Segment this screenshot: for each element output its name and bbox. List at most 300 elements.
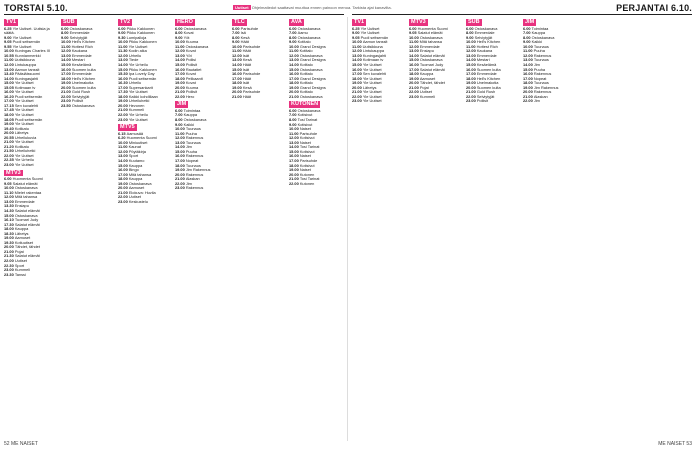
program-time: 9.00 <box>61 34 70 40</box>
program-time: 9.30 <box>118 34 127 40</box>
program-title: Nopeat <box>533 75 547 81</box>
program-time: 12.00 <box>175 135 186 141</box>
program-entry <box>289 182 343 187</box>
program-title: Jim <box>185 144 192 150</box>
channel-header: SUB <box>468 19 480 25</box>
program-title: Kotitalo <box>299 89 313 95</box>
program-title: Naiset <box>299 139 311 145</box>
listing-column <box>289 17 343 441</box>
program-time: 11.30 <box>118 48 129 54</box>
program-time: 10.00 <box>409 34 420 40</box>
program-title: Hevonen <box>128 102 145 108</box>
program-title: Poliisit <box>185 89 198 95</box>
program-time: 21.00 <box>4 248 15 254</box>
program-title: Kauppa <box>183 112 198 118</box>
program-time: 16.20 <box>4 93 15 99</box>
program-time: 22.00 <box>409 89 420 95</box>
program-title: Kotisivut <box>297 112 313 118</box>
program-time: 18.00 <box>4 226 15 232</box>
program-time: 18.00 <box>466 75 477 81</box>
program-time: 12.00 <box>232 52 243 58</box>
program-title: Isät <box>242 80 250 86</box>
program-time: 22.00 <box>61 93 72 99</box>
program-title: Ostoskanava <box>419 34 443 40</box>
program-title: Pikku Kakkonen <box>126 25 155 31</box>
program-title: Poliisit <box>185 61 198 67</box>
program-title: Parisuhde <box>242 43 261 49</box>
program-entry <box>61 104 115 109</box>
program-title: Elokuva: Huvila <box>128 189 156 195</box>
program-title: Yle Uutiset <box>14 111 34 117</box>
program-time: 16.00 <box>61 66 72 72</box>
program-title: Suomen kulta <box>71 66 96 72</box>
program-title: Kaikki <box>531 39 543 45</box>
program-time: 18.00 <box>289 162 300 168</box>
program-title: Poliisi <box>185 57 196 63</box>
channel-header: TV1 <box>6 19 17 25</box>
program-time: 15.00 <box>175 148 186 154</box>
program-title: Salatut elämät <box>12 180 38 186</box>
program-time: 13.00 <box>352 52 363 58</box>
program-time: 22.00 <box>523 98 534 104</box>
program-time: 15.00 <box>289 66 300 72</box>
program-title: Gold Rush <box>71 89 91 95</box>
program-title: Toimintaa <box>183 107 201 113</box>
program-time: 9.00 <box>289 121 298 127</box>
program-time: 16.10 <box>4 217 15 223</box>
program-time: 17.00 <box>409 66 420 72</box>
program-title: Tuunaus <box>185 139 201 145</box>
program-title: Aamu <box>297 30 308 36</box>
program-title: Suomen kulta <box>71 84 96 90</box>
program-title: Tuunaus <box>185 162 201 168</box>
program-title: Kovat <box>185 48 196 54</box>
listing-column <box>61 17 115 441</box>
program-time: 17.30 <box>4 221 15 227</box>
program-title: Kaunat <box>128 144 141 150</box>
program-time: 8.00 <box>61 30 70 36</box>
program-time: 23.00 <box>175 185 186 191</box>
program-title: Tuunaus <box>533 57 549 63</box>
program-entry <box>289 95 343 100</box>
program-time: 6.00 <box>118 25 127 31</box>
program-title: Salatut elämät <box>419 52 445 58</box>
program-title: Kaikki kohdillaan <box>128 93 158 99</box>
program-time: 9.00 <box>523 39 532 45</box>
program-title: Puuha <box>533 48 545 54</box>
program-time: 16.00 <box>118 75 129 81</box>
program-title: Rakennus <box>533 89 552 95</box>
program-title: Uutiset <box>128 194 141 200</box>
program-title: Tanssi <box>14 271 26 277</box>
program-title: Kaukana <box>71 48 88 54</box>
program-time: 8.00 <box>175 117 184 123</box>
program-time: 19.00 <box>175 167 186 173</box>
channel-header: TLC <box>234 19 245 25</box>
program-entry <box>4 163 58 168</box>
program-time: 20.00 <box>523 89 534 95</box>
program-time: 15.00 <box>289 148 300 154</box>
program-title: Alaskan <box>185 176 200 182</box>
program-title: Lumipalloja <box>126 34 147 40</box>
program-time: 17.00 <box>289 75 300 81</box>
program-title: Mielet rakentaa <box>14 189 42 195</box>
footer-left: 52 ME NAISET <box>4 441 38 447</box>
program-title: Tuomari Judy <box>419 61 444 67</box>
program-title: Yle Uutiset <box>14 162 34 167</box>
program-time: 17.00 <box>4 98 15 104</box>
program-time: 14.00 <box>352 57 363 63</box>
program-time: 12.00 <box>289 52 300 58</box>
program-time: 21.20 <box>4 143 15 149</box>
program-title: Kuningasjahti <box>14 75 39 81</box>
program-title: Urheilu <box>128 80 142 86</box>
program-time: 23.50 <box>61 102 72 108</box>
program-time: 18.00 <box>289 80 300 86</box>
program-title: Jim Rakennus <box>533 84 559 90</box>
program-title: Tuunaus <box>185 126 201 132</box>
program-entry <box>4 273 58 278</box>
program-title: Tähdet, tähdet <box>419 80 445 86</box>
program-time: 16.00 <box>352 66 363 72</box>
program-time: 11.10 <box>4 189 15 195</box>
program-title: Kummeli <box>419 93 435 99</box>
program-time: 6.25 <box>4 25 13 31</box>
program-time: 13.00 <box>409 48 420 54</box>
program-time: 20.00 <box>409 80 420 86</box>
program-title: Kunnianmerkki <box>14 52 41 58</box>
program-time: 19.00 <box>289 84 300 90</box>
program-time: 13.00 <box>175 139 186 145</box>
program-time: 19.00 <box>352 80 363 86</box>
program-title: Hero <box>185 93 195 99</box>
program-title: Grand Designs <box>299 75 326 81</box>
program-title: Ostoskanava <box>14 185 38 191</box>
program-time: 10.00 <box>61 39 72 45</box>
channel-header: AVA <box>291 19 302 25</box>
program-title: Hottest Rich <box>71 43 93 49</box>
program-title: Kotisivut <box>299 148 315 154</box>
program-time: 14.00 <box>523 61 534 67</box>
program-time: 15.00 <box>118 66 129 72</box>
program-time: 10.55 <box>4 52 15 58</box>
program-entry <box>118 200 172 205</box>
program-time: 19.00 <box>523 84 534 90</box>
program-title: Yle Uutiset <box>362 98 382 104</box>
program-title: Emmerdale <box>71 52 92 58</box>
program-title: Alaskan <box>533 93 548 99</box>
program-time: 8.00 <box>523 34 532 40</box>
program-title: Emmerdale <box>14 198 35 204</box>
program-title: Naiset <box>299 153 311 159</box>
listing-column <box>232 17 286 441</box>
program-time: 12.00 <box>289 135 300 141</box>
program-title: Kotiuutiset <box>14 239 33 245</box>
program-title: Kutonen <box>299 180 315 186</box>
program-title: Puuha <box>185 148 198 154</box>
program-time: 10.00 <box>118 39 129 45</box>
program-title: Puoli seitsemän <box>14 116 43 122</box>
program-time: 7.00 <box>289 112 298 118</box>
program-title: Lintukauppa <box>362 48 385 54</box>
program-title: Miniuutiset <box>128 139 148 145</box>
program-time: 23.00 <box>4 267 15 273</box>
program-title: Unelmakotia <box>71 80 94 86</box>
program-time: 10.00 <box>523 43 534 49</box>
program-time: 12.00 <box>4 194 15 200</box>
program-entry <box>352 99 406 104</box>
program-time: 19.00 <box>466 80 477 86</box>
program-title: Ostoskanava <box>299 66 323 72</box>
program-title: Ensiapu <box>14 203 29 209</box>
program-time: 21.30 <box>4 253 15 259</box>
program-time: 18.00 <box>523 80 534 86</box>
program-time: 18.00 <box>118 176 129 182</box>
program-title: Yle Uutiset <box>362 93 382 99</box>
program-title: Hell's Kitchen <box>476 75 501 81</box>
program-time: 14.30 <box>4 207 15 213</box>
program-time: 16.00 <box>4 89 15 95</box>
program-title: Pikku Kakkonen <box>128 39 157 45</box>
program-time: 11.00 <box>289 48 300 54</box>
program-time: 12.00 <box>409 43 420 49</box>
program-time: 21.00 <box>175 176 186 182</box>
program-title: Tuunaus <box>533 80 549 86</box>
program-time: 22.00 <box>118 194 129 200</box>
program-time: 12.00 <box>118 52 129 58</box>
page-gutter <box>347 17 348 441</box>
program-time: 13.00 <box>289 57 300 63</box>
program-title: Gold Rush <box>476 89 496 95</box>
program-title: Hottest Rich <box>476 43 498 49</box>
program-title: Aamun tanssit <box>14 66 40 72</box>
program-title: Yle Urheilu <box>128 61 148 67</box>
program-title: Puuha <box>533 66 546 72</box>
program-title: Mestari <box>71 57 85 63</box>
program-title: Yle Uutiset <box>362 80 382 86</box>
program-title: Urheiluhetki <box>14 148 36 154</box>
program-time: 23.00 <box>409 93 420 99</box>
program-title: Ostoskanava <box>71 102 95 108</box>
program-time: 14.00 <box>61 57 72 63</box>
program-title: Mestari <box>476 57 490 63</box>
program-time: 15.00 <box>4 80 15 86</box>
program-time: 17.00 <box>175 157 186 163</box>
program-title: Rakennus <box>533 52 552 58</box>
program-time: 14.00 <box>289 144 300 150</box>
program-time: 11.00 <box>523 48 534 54</box>
program-title: Ostoskanava <box>299 93 323 99</box>
program-title: Kuuma <box>185 39 199 45</box>
program-title: Puoli seitsemän <box>360 34 389 40</box>
program-time: 7.00 <box>289 30 298 36</box>
program-title: Tähdet, tähdet <box>14 244 40 250</box>
channel-header: MTV3 <box>6 169 21 176</box>
program-title: Hell's Kitchen <box>476 39 501 45</box>
channel-header: SUB <box>63 19 75 25</box>
footer-right: ME NAISET 53 <box>658 441 692 447</box>
program-time: 21.00 <box>409 84 420 90</box>
program-time: 20.00 <box>175 84 186 90</box>
program-title: Ostoskanava <box>183 117 207 123</box>
program-title: Puoli seitsemän <box>12 39 41 45</box>
program-time: 23.00 <box>118 116 129 122</box>
program-title: Kodin aika <box>128 48 147 54</box>
program-title: Bingo <box>128 167 139 173</box>
program-time: 7.00 <box>175 112 184 118</box>
program-time: 17.00 <box>61 71 72 77</box>
program-time: 21.00 <box>289 93 300 99</box>
program-title: Kotitalo <box>299 71 313 77</box>
program-time: 18.00 <box>118 93 129 99</box>
program-time: 9.05 <box>409 30 418 36</box>
program-time: 16.00 <box>175 153 186 159</box>
notice-tag: Uutiset <box>235 5 249 10</box>
program-time: 20.00 <box>118 185 129 191</box>
program-title: Tiede <box>128 57 139 63</box>
program-title: Parisuhde <box>242 89 261 95</box>
program-title: Sen kuvalehti <box>14 102 39 108</box>
program-time: 22.00 <box>4 152 15 158</box>
program-title: Jim <box>185 180 192 186</box>
program-time: 11.00 <box>232 48 243 54</box>
program-title: Emmerdale <box>474 30 495 36</box>
program-title: Rakennus <box>185 171 204 177</box>
program-time: 15.00 <box>175 61 186 67</box>
program-title: Salatut elämät <box>417 30 443 36</box>
program-title: Ostoskanava <box>297 107 321 113</box>
program-title: Lähetys <box>14 130 29 136</box>
program-entry <box>523 99 577 104</box>
channel-header: HERO <box>177 19 193 25</box>
program-title: Häät <box>242 93 252 99</box>
program-time: 23.00 <box>352 98 363 104</box>
program-time: 9.05 <box>4 39 13 45</box>
program-title: Parisuhde <box>240 25 259 31</box>
program-title: Salatut elämät <box>14 221 40 227</box>
channel-header: MTV5 <box>120 124 135 131</box>
program-title: Kuningasjahti <box>362 52 387 58</box>
program-time: 9.00 <box>289 39 298 45</box>
program-time: 18.00 <box>409 71 420 77</box>
program-time: 21.00 <box>466 89 477 95</box>
program-title: Ostoskanava <box>299 52 323 58</box>
program-time: 9.00 <box>175 34 184 40</box>
program-title: Häät <box>242 61 252 67</box>
program-title: Huomenta Suomi <box>126 135 157 141</box>
program-title: Yle Uutiset <box>14 80 34 86</box>
program-entry <box>466 99 520 104</box>
program-time: 6.00 <box>409 25 418 31</box>
program-title: Tosi Tarinat <box>297 117 318 123</box>
channel-header: JIM <box>177 101 187 108</box>
program-time: 22.00 <box>4 257 15 263</box>
program-title: Selviytyjät <box>476 93 495 99</box>
program-title: Ostoskanava <box>474 25 498 31</box>
divider-left <box>4 14 344 15</box>
program-time: 13.00 <box>523 57 534 63</box>
program-title: Parisuhde <box>242 71 261 77</box>
program-time: 11.00 <box>409 39 420 45</box>
listing-column <box>409 17 463 441</box>
program-title: Jim Rakennus <box>185 167 211 173</box>
program-time: 22.00 <box>352 93 363 99</box>
day-title-friday: PERJANTAI 6.10. <box>616 3 692 13</box>
program-title: Kauppa <box>14 226 29 232</box>
program-title: Huomenta Suomi <box>417 25 448 31</box>
program-title: Pikku Kakkonen <box>126 30 155 36</box>
program-title: Kummeli <box>128 107 144 113</box>
program-title: Salatut elämät <box>14 207 40 213</box>
program-time: 9.05 <box>352 34 361 40</box>
program-title: Kovat <box>185 71 196 77</box>
program-title: Yle Uutiset <box>360 25 380 31</box>
program-title: Uutisikkuna <box>362 43 383 49</box>
program-title: Lähetys <box>14 230 29 236</box>
program-time: 20.00 <box>61 84 72 90</box>
program-time: 14.00 <box>175 57 186 63</box>
program-time: 6.00 <box>523 25 532 31</box>
program-time: 13.00 <box>4 198 15 204</box>
program-time: 14.00 <box>118 157 129 163</box>
program-time: 9.00 <box>466 34 475 40</box>
program-time: 16.00 <box>409 61 420 67</box>
program-title: Kauppa <box>419 71 434 77</box>
program-title: Häät <box>242 48 251 54</box>
program-title: Mitä tahansa <box>419 39 442 45</box>
program-time: 21.50 <box>4 148 15 154</box>
program-title: Kuuma <box>185 84 199 90</box>
program-title: Uutiset <box>14 257 27 263</box>
program-title: Yle Uutiset <box>362 89 382 95</box>
program-time: 13.30 <box>4 203 15 209</box>
program-title: Kotisivut <box>297 121 313 127</box>
program-time: 9.55 <box>4 43 13 49</box>
program-title: Parisuhde <box>299 157 318 163</box>
program-time: 18.00 <box>175 75 186 81</box>
program-time: 17.00 <box>175 71 186 77</box>
program-time: 10.00 <box>175 126 186 132</box>
program-title: Huomenta Suomi <box>12 176 43 182</box>
program-title: Kotikatu <box>14 143 29 149</box>
program-time: 11.00 <box>61 43 72 49</box>
program-time: 15.00 <box>232 66 243 72</box>
program-time: 13.00 <box>466 52 477 58</box>
program-title: Aamuset <box>419 75 436 81</box>
program-title: Yle Uutiset <box>362 75 382 81</box>
program-title: Isät <box>242 66 250 72</box>
program-time: 16.00 <box>466 66 477 72</box>
channel-header: MTV3 <box>411 19 426 25</box>
program-time: 18.00 <box>61 75 72 81</box>
program-title: Tosi Tarinat <box>299 176 320 182</box>
program-title: Tuunaus <box>533 43 549 49</box>
program-title: Yle Uutiset <box>14 152 34 158</box>
program-time: 17.00 <box>118 84 129 90</box>
program-title: Pääsiäissuomi <box>14 71 40 77</box>
program-title: Kotitalo <box>299 80 313 86</box>
program-title: Yle Uutiset <box>14 98 34 104</box>
program-title: Yle Uutiset <box>14 107 34 113</box>
program-title: Rakennus <box>185 135 204 141</box>
program-time: 20.00 <box>352 84 363 90</box>
program-title: Häät <box>240 39 249 45</box>
program-time: 7.00 <box>232 30 241 36</box>
program-title: Emmerdale <box>476 52 497 58</box>
program-title: Kuutamo <box>128 157 145 163</box>
program-time: 22.00 <box>175 93 186 99</box>
program-title: Poliisit <box>476 98 489 104</box>
